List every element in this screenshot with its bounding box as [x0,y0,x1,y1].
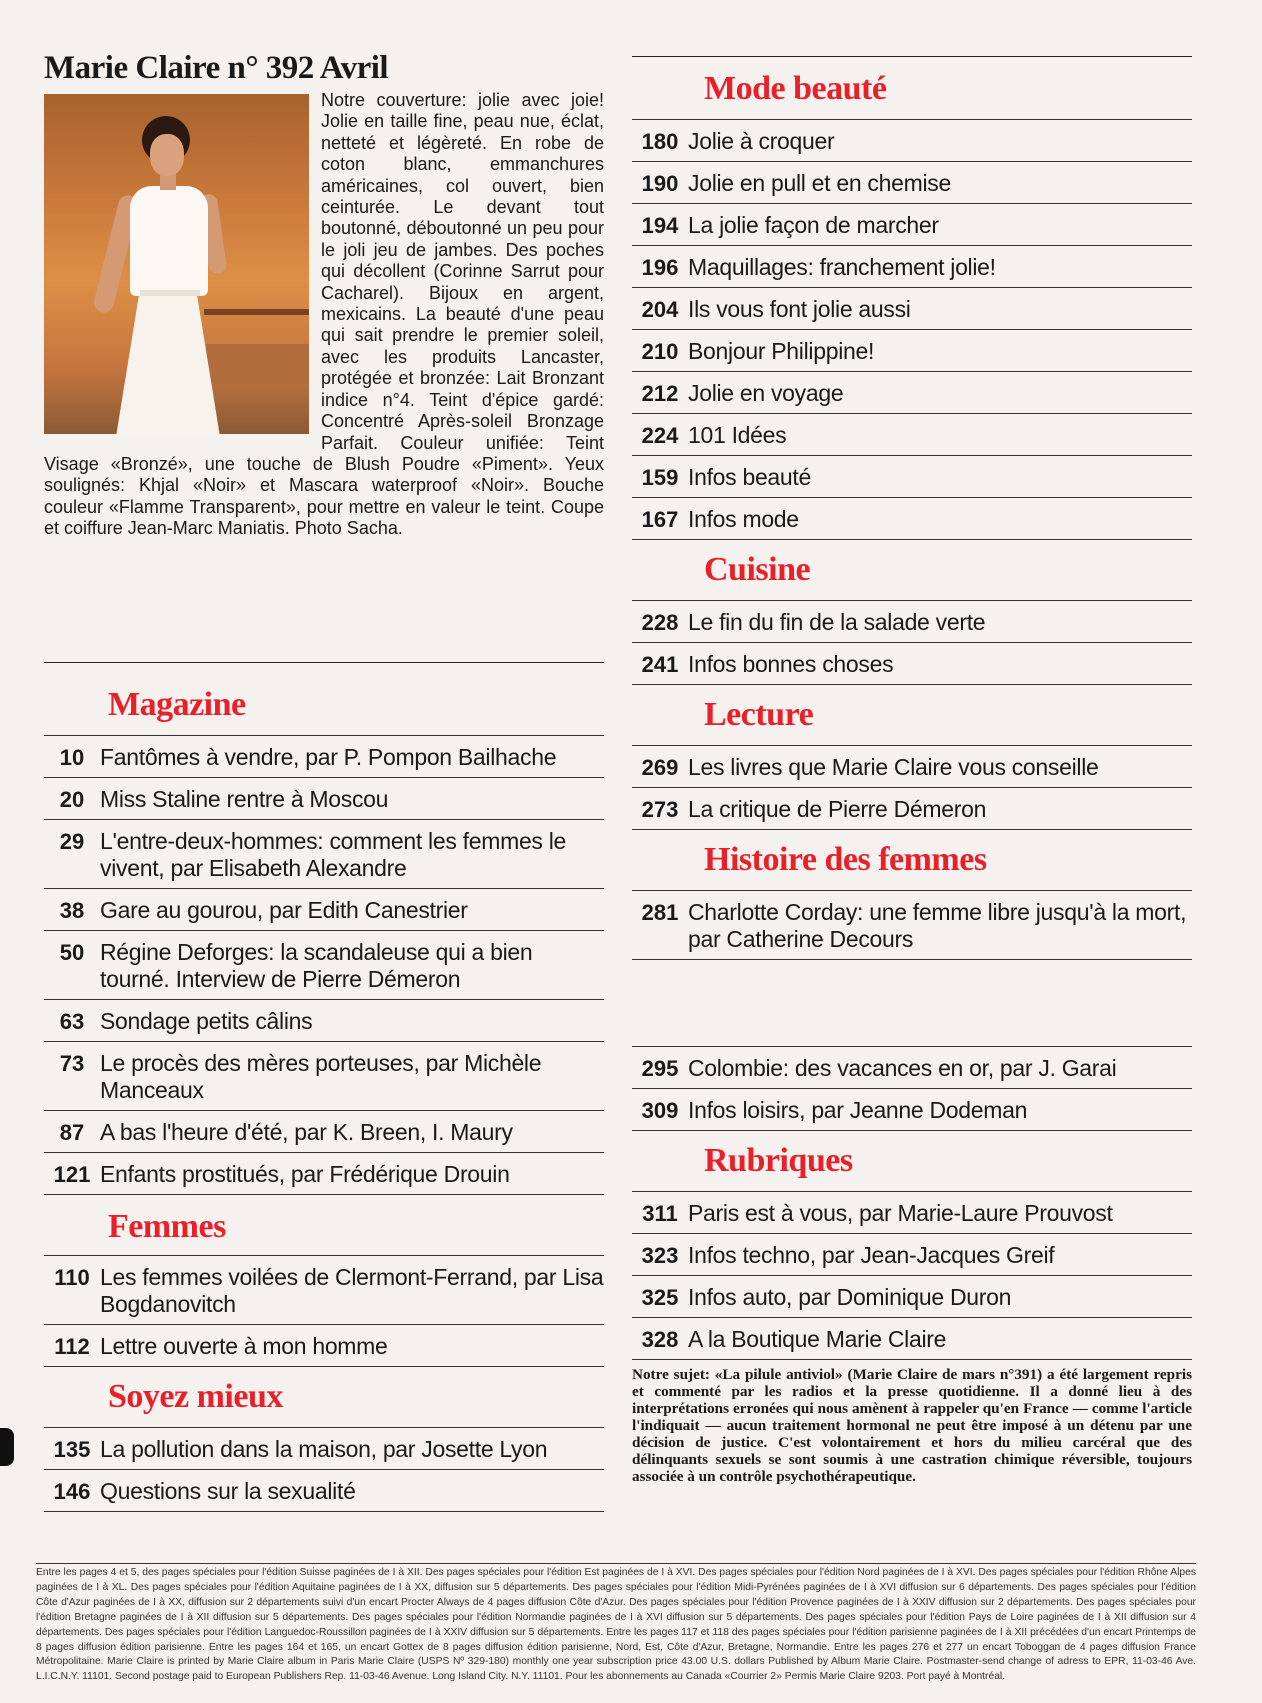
page-number: 269 [641,755,679,780]
entry-title: Infos techno, par Jean-Jacques Greif [688,1242,1055,1268]
toc-entry [44,1469,604,1512]
toc-entry [632,787,1192,830]
toc-entry [632,1233,1192,1275]
cover-photo [44,94,309,434]
toc-entry [632,600,1192,642]
right-column [632,56,1192,1485]
page-number: 210 [641,339,679,364]
magazine-list [44,735,604,1195]
toc-entry [632,329,1192,371]
toc-entry [632,455,1192,497]
page-number: 196 [641,255,679,280]
entry-title: Miss Staline rentre à Moscou [100,786,389,812]
page-number: 63 [59,1009,85,1034]
entry-title: A la Boutique Marie Claire [688,1326,947,1352]
toc-entry [632,413,1192,455]
histoire-list [632,890,1192,1131]
toc-entry [44,930,604,999]
section-title-magazine: Magazine [108,686,246,723]
toc-entry [44,1110,604,1152]
page-number: 87 [59,1120,85,1145]
toc-entry [632,245,1192,287]
entry-title: A bas l'heure d'été, par K. Breen, I. Maury [100,1119,513,1145]
page-number: 224 [641,423,679,448]
entry-title: Les livres que Marie Claire vous conseille [688,754,1099,780]
toc-entry [44,1324,604,1367]
ink-mark [0,1428,14,1466]
entry-title: Sondage petits câlins [100,1008,313,1034]
toc-entry [44,1041,604,1110]
page-number: 212 [641,381,679,406]
page-number: 204 [641,297,679,322]
section-title-soyez: Soyez mieux [108,1378,283,1415]
toc-entry [632,1275,1192,1317]
toc-entry [632,642,1192,685]
page-number: 146 [53,1479,91,1504]
entry-title: Enfants prostitués, par Frédérique Drouin [100,1161,510,1187]
section-title-rubriques: Rubriques [704,1142,853,1179]
left-column [44,50,604,1504]
entry-title: Infos mode [688,506,799,532]
page-number: 121 [53,1162,91,1187]
lecture-list [632,745,1192,830]
toc-entry [44,735,604,777]
entry-title: La critique de Pierre Démeron [688,796,987,822]
toc-entry [632,287,1192,329]
toc-entry [632,1317,1192,1360]
page-number: 295 [641,1056,679,1081]
toc-entry [632,1088,1192,1131]
mode-list [632,119,1192,540]
page-number: 180 [641,129,679,154]
page-number: 167 [641,507,679,532]
page-number: 190 [641,171,679,196]
entry-title: Lettre ouverte à mon homme [100,1333,388,1359]
page-number: 135 [53,1437,91,1462]
toc-entry [632,745,1192,787]
entry-title: Infos loisirs, par Jeanne Dodeman [688,1097,1028,1123]
editorial-note: Notre sujet: «La pilule antiviol» (Marie Claire de mars n°391) a été largement repris et commenté par les radios et la presse quotidienne. Il a donné lieu à des interprétations erronées qui nous amènent à rappeler qu'en France — comme l'article l'indiquait — aucun traitement hormonal ne peut être imposé à un détenu par une décision de justice. C'est volontairement et hors du milieu carcéral que des délinquants sexuels se sont soumis à une castration chimique réversible, toujours associée à un contrôle psychothérapeutique. [632,1366,1192,1485]
toc-entry [632,161,1192,203]
section-title-mode: Mode beauté [704,70,887,107]
toc-entry [44,888,604,930]
toc-entry [44,1427,604,1469]
entry-title: La pollution dans la maison, par Josette Lyon [100,1436,548,1462]
cuisine-list [632,600,1192,685]
page-number: 273 [641,797,679,822]
section-title-histoire: Histoire des femmes [704,841,987,878]
page-number: 311 [642,1201,678,1226]
toc-entry [632,119,1192,161]
toc-entry [632,497,1192,540]
entry-title: Régine Deforges: la scandaleuse qui a bien tourné. Interview de Pierre Démeron [100,939,533,992]
toc-entry [632,1191,1192,1233]
page-number: 241 [641,652,679,677]
page-number: 10 [59,745,85,770]
toc-entry [632,890,1192,959]
page-number: 228 [641,610,679,635]
entry-title: Infos auto, par Dominique Duron [688,1284,1012,1310]
entry-title: Infos beauté [688,464,812,490]
entry-title: Jolie à croquer [688,128,835,154]
page-number: 20 [59,787,85,812]
section-title-femmes: Femmes [108,1208,226,1245]
rubriques-list [632,1191,1192,1360]
cover-title: Marie Claire n° 392 Avril [44,50,389,86]
page-number: 73 [59,1051,85,1076]
entry-title: Le procès des mères porteuses, par Michèle Manceaux [100,1050,542,1103]
entry-title: Paris est à vous, par Marie-Laure Prouvost [688,1200,1113,1226]
cover-text: Notre couverture: jolie avec joie! Jolie en taille fine, peau nue, éclat, netteté et légèreté. En robe de coton blanc, emmanchures américaines, col ouvert, bien ceinturée. Le devant tout boutonné, déboutonné un peu pour le joli jeu de jambes. Des poches qui décollent (Corinne Sarrut pour Cacharel). Bijoux en argent, mexicains. La beauté d'une peau qui sait prendre le premier soleil, avec les produits Lancaster, protégée et bronzée: Lait Bronzant indice n°4. Teint d'épice gardé: Concentré Après-soleil Bronzage Parfait. Couleur unifiée: Teint Visage «Bronzé», une touche de Blush Poudre «Piment». Yeux soulignés: Khjal «Noir» et Mascara waterproof «Noir». Bouche couleur «Flamme Transparent», pour mettre en valeur le teint. Coupe et coiffure Jean-Marc Maniatis. Photo Sacha. [44,90,604,539]
toc-entry [44,819,604,888]
section-title-cuisine: Cuisine [704,551,811,588]
cover-description [44,90,604,540]
page-number: 38 [59,898,85,923]
entry-title: Gare au gourou, par Edith Canestrier [100,897,468,923]
entry-title: Charlotte Corday: une femme libre jusqu'à la mort, par Catherine Decours [688,899,1187,952]
section-magazine [44,662,604,1512]
soyez-list [44,1427,604,1512]
page-number: 281 [641,900,679,925]
entry-title: Maquillages: franchement jolie! [688,254,996,280]
page-number: 112 [54,1334,90,1359]
toc-entry [632,203,1192,245]
entry-title: Jolie en pull et en chemise [688,170,951,196]
page-number: 50 [59,940,85,965]
entry-title: L'entre-deux-hommes: comment les femmes le vivent, par Elisabeth Alexandre [100,828,567,881]
entry-title: Infos bonnes choses [688,651,894,677]
toc-entry [44,1255,604,1324]
toc-entry [632,959,1192,1046]
page-number: 110 [54,1265,90,1290]
footer-legal-text: Entre les pages 4 et 5, des pages spéciales pour l'édition Suisse paginées de I à XII. Des pages spéciales pour l'édition Est paginées de I à XVI. Des pages spéciales pour l'édition Nord paginées de I à XVI. Des pages spéciales pour l'édition Rhône Alpes paginées de I à XL. Des pages spéciales pour l'édition Aquitaine paginées de I à XX, diffusion sur 5 départements. Des pages spéciales pour l'édition Midi-Pyrénées paginées de I à XVI diffusion sur 6 départements. Des pages spéciales pour l'édition Côte d'Azur paginées de I à XX, diffusion sur 2 départements suivi d'un encart Procter Always de 4 pages diffusion Côte d'Azur. Des pages spéciales pour l'édition Provence paginées de I à XXIV diffusion sur 2 départements. Des pages spéciales pour l'édition Bretagne paginées de I à XII diffusion sur 5 départements. Des pages spéciales pour l'édition Normandie paginées de I à XVI diffusion sur 5 départements. Des pages spéciales pour l'édition Pays de Loire paginées de I à XII diffusion sur 4 départements. Des pages spéciales pour l'édition Languedoc-Roussillon paginées de I à XXIV diffusion sur 5 départements. Entre les pages 117 et 118 des pages spéciales pour l'édition parisienne paginées de I à XII précédées d'un encart Printemps de 8 pages diffusion édition parisienne. Entre les pages 164 et 165, un encart Gottex de 8 pages diffusion édition parisienne, Nord, Est, Côte d'Azur, Bretagne, Normandie. Entre les pages 276 et 277 un encart Toboggan de 4 pages diffusion France Métropolitaine. Marie Claire is printed by Marie Claire album in Paris Marie Claire (USPS Nº 329-180) monthly one year subscription price 43.00 U.S. dollars Published by Album Marie Claire. Postmaster-send change of adress to EPR, 11-03-46 Ave. L.I.C.N.Y. 11101. Second postage paid to European Publishers Rep. 11-03-46 Avenue. Long Island City. N.Y. 11101. Pour les abonnements au Canada «Courrier 2» Permis Marie Claire 9203. Port payé à Montréal. [36,1563,1196,1685]
entry-title: Le fin du fin de la salade verte [688,609,986,635]
toc-entry [632,371,1192,413]
page-number: 29 [59,829,85,854]
entry-title: Ils vous font jolie aussi [688,296,911,322]
entry-title: Bonjour Philippine! [688,338,875,364]
entry-title: La jolie façon de marcher [688,212,939,238]
page-number: 328 [641,1327,679,1352]
entry-title: Fantômes à vendre, par P. Pompon Bailhache [100,744,557,770]
entry-title: Questions sur la sexualité [100,1478,356,1504]
page-number: 309 [641,1098,679,1123]
femmes-list [44,1255,604,1367]
page-number: 323 [641,1243,679,1268]
toc-entry [44,999,604,1041]
entry-title: Les femmes voilées de Clermont-Ferrand, par Lisa Bogdanovitch [100,1264,604,1317]
page-number: 194 [641,213,679,238]
page-number: 159 [641,465,679,490]
toc-entry [632,1046,1192,1088]
entry-title: Jolie en voyage [688,380,844,406]
entry-title: Colombie: des vacances en or, par J. Garai [688,1055,1117,1081]
toc-entry [44,1152,604,1195]
section-title-lecture: Lecture [704,696,814,733]
page-number: 325 [641,1285,679,1310]
toc-entry [44,777,604,819]
entry-title: 101 Idées [688,422,787,448]
